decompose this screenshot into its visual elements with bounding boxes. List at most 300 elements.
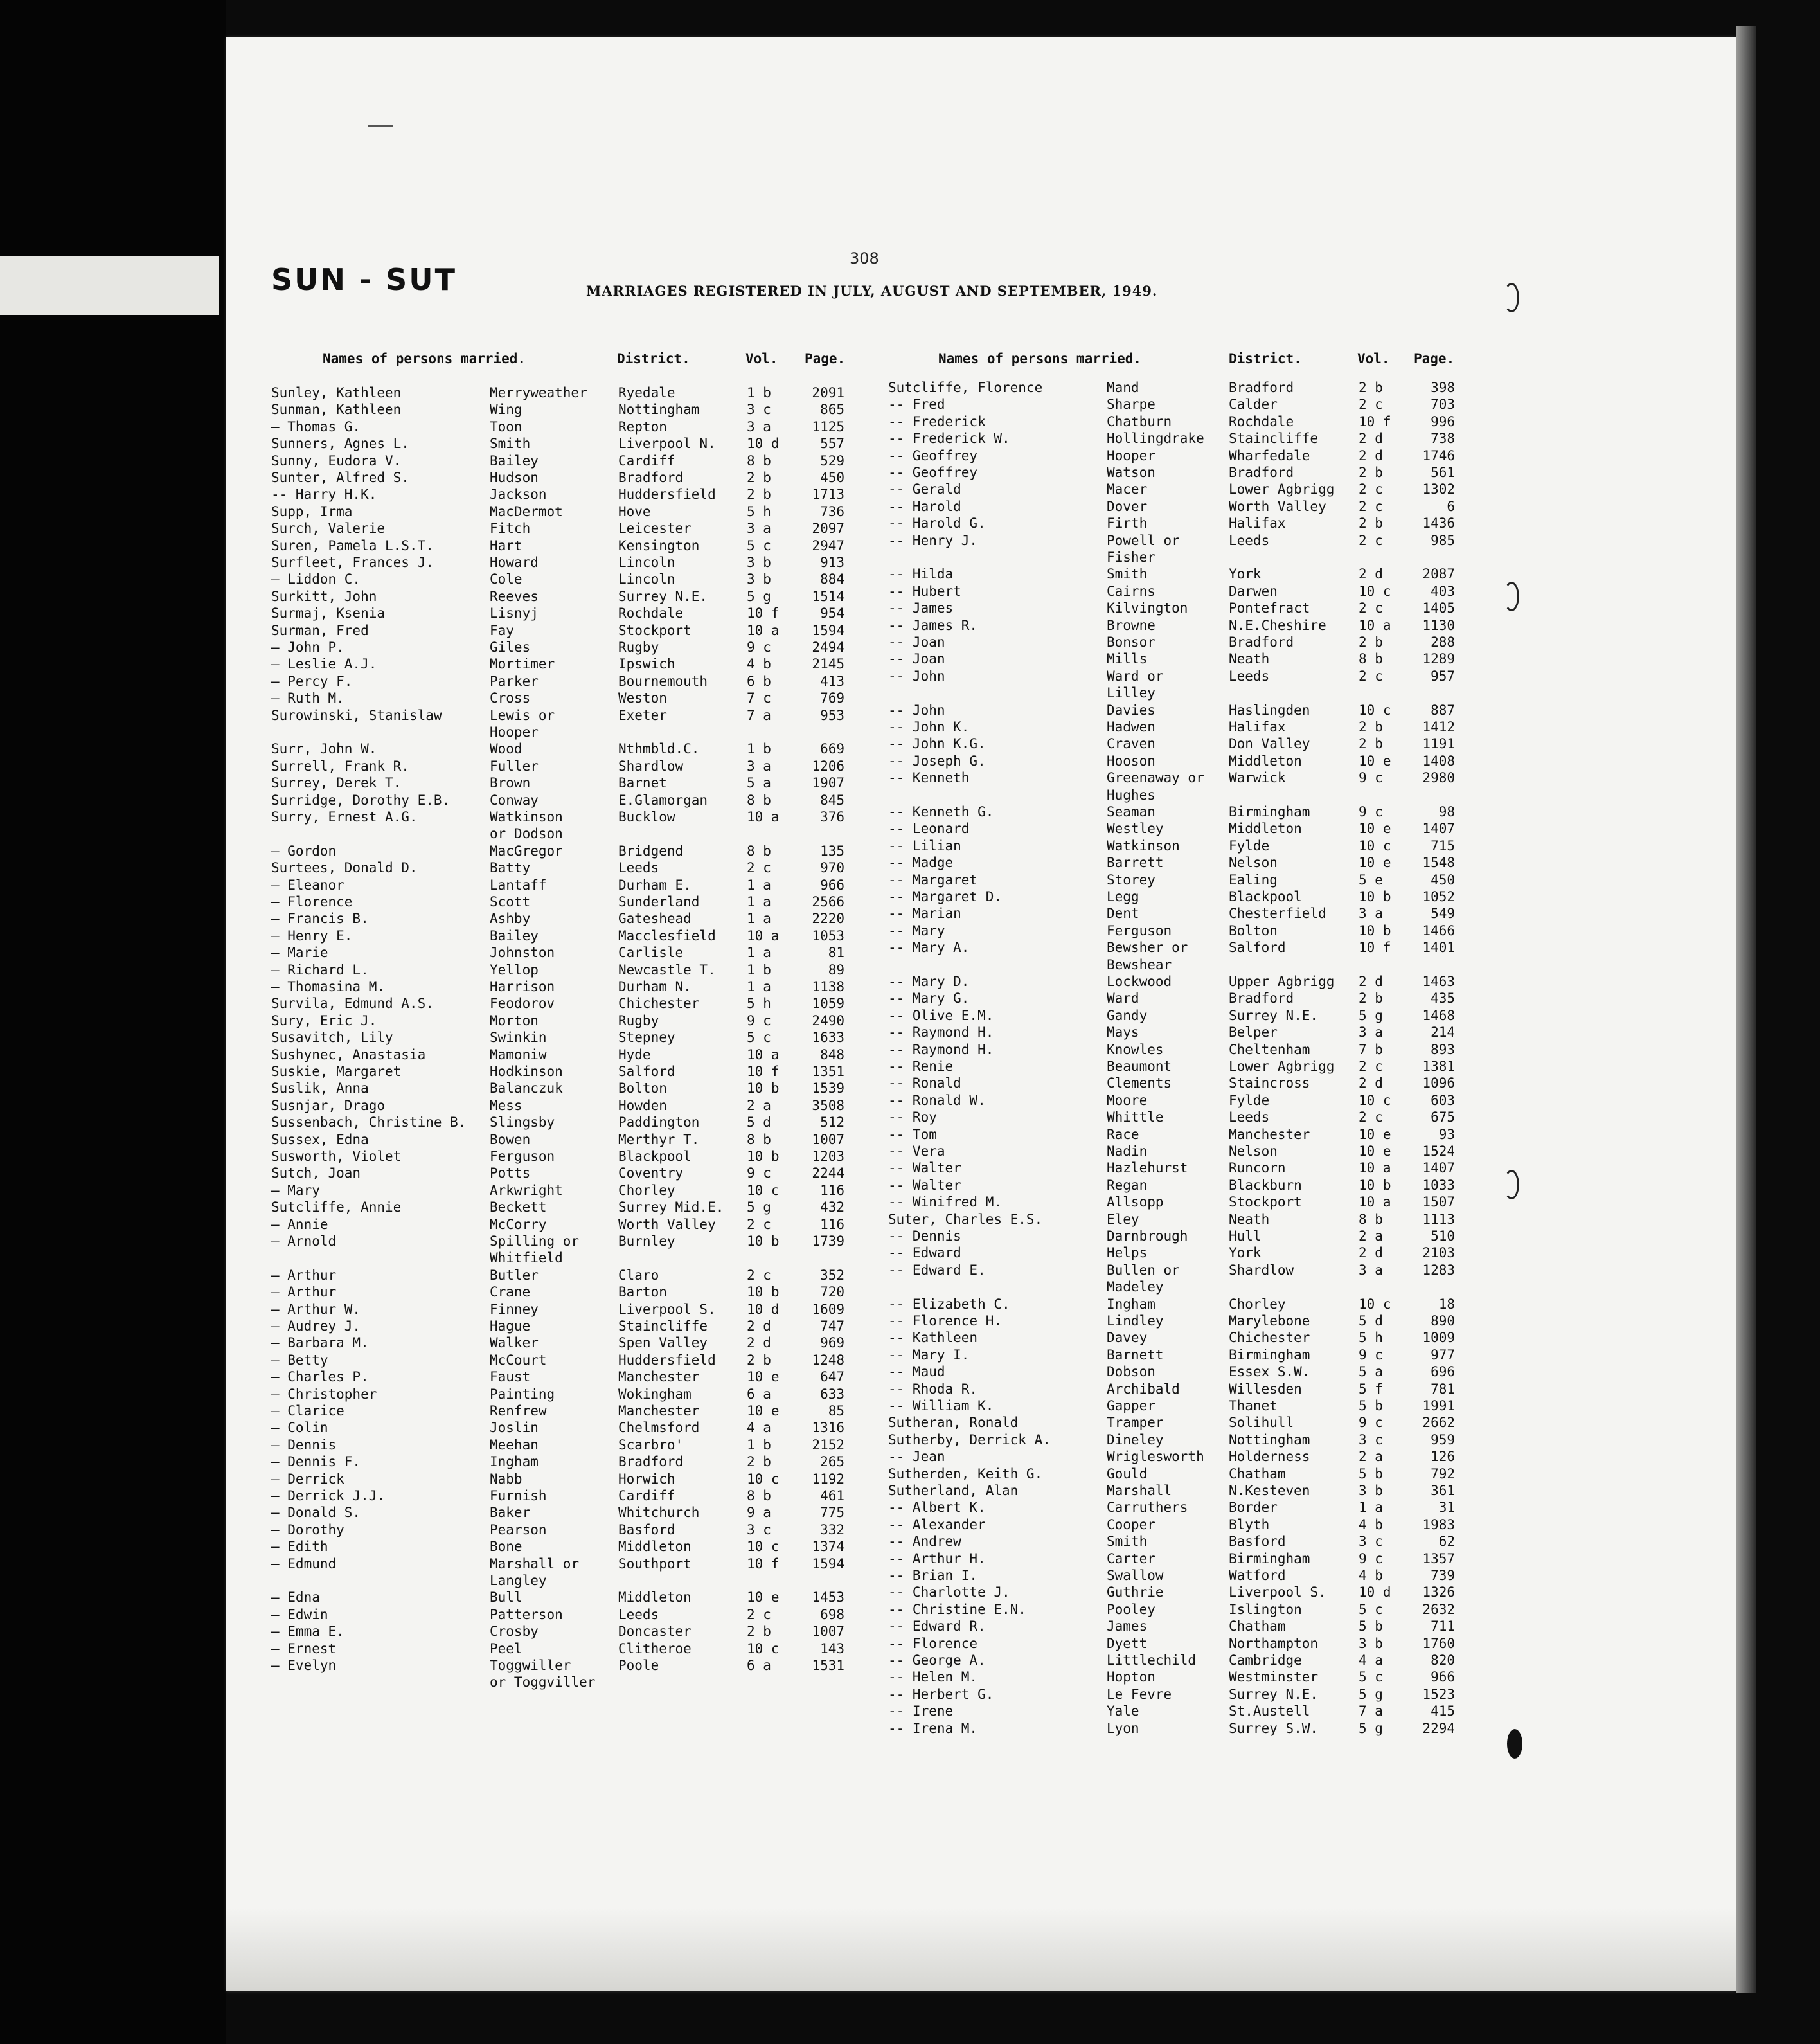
entry-row [226,1652,1455,1669]
entry-vol: 5 g [1359,1720,1383,1736]
entry-spouse: Ingham [1107,1296,1155,1312]
entry-district: Bucklow [618,809,675,825]
entry-district: Leeds [1229,668,1270,684]
entry-row [226,1075,1455,1091]
entry-page: 1739 [812,1233,844,1249]
entry-page: 432 [820,1199,844,1215]
entry-spouse: Whitfield [490,1250,563,1266]
entry-row [226,1431,1455,1448]
entry-name: — Colin [271,1420,328,1436]
entry-row [226,1397,1455,1414]
entry-spouse: Peel [490,1640,522,1656]
entry-spouse: Batty [490,860,531,876]
entry-name: — Ruth M. [271,690,344,706]
entry-spouse: Bonsor [1107,634,1155,650]
entry-row [226,1584,1455,1600]
entry-district: Barton [618,1284,667,1300]
entry-spouse: Brown [490,775,531,791]
entry-district: Leeds [618,1606,659,1622]
entry-district: Surrey N.E. [1229,1007,1319,1023]
entry-vol: 4 a [1359,1653,1383,1668]
entry-row [226,1618,1455,1635]
entry-spouse: Lantaff [490,877,547,893]
entry-district: Chatham [1229,1618,1286,1635]
entry-spouse: Harrison [490,979,555,994]
binding-hole [1504,582,1519,611]
entry-name: — Emma E. [271,1624,344,1640]
entry-vol: 9 c [747,1012,771,1028]
entry-spouse: Mamoniw [490,1046,547,1062]
entry-spouse: Firth [1107,515,1148,532]
entry-name: -- Margaret D. [888,889,1003,904]
entry-row [226,820,1455,837]
entry-vol: 5 c [1359,1601,1383,1617]
entry-page: 1746 [1422,447,1455,463]
entry-name: -- Ronald W. [888,1092,986,1108]
entry-name: — Dennis [271,1437,337,1453]
entry-district: Belper [1229,1025,1278,1041]
entry-spouse: Lyon [1107,1720,1139,1736]
entry-page: 98 [1438,804,1455,820]
entry-spouse: Davey [1107,1330,1148,1346]
entry-spouse: Guthrie [1107,1584,1164,1600]
entry-row [226,1092,1455,1109]
entry-page: 2145 [812,656,844,672]
entry-name: -- James R. [888,617,978,633]
entry-vol: 10 c [1359,702,1391,718]
entry-vol: 1 a [747,945,771,961]
entry-vol: 9 c [747,640,771,655]
entry-page: 696 [1431,1364,1455,1380]
entry-page: 413 [820,673,844,689]
entry-page: 2087 [1422,566,1455,582]
entry-page: 1374 [812,1539,844,1555]
entry-name: Surry, Ernest A.G. [271,809,418,825]
entry-district: Surrey Mid.E. [618,1199,724,1215]
entry-page: 2294 [1422,1720,1455,1736]
entry-vol: 10 a [747,1046,780,1062]
entry-vol: 2 c [747,1216,771,1232]
left-col-page-header: Page. [805,351,846,366]
entry-spouse: Storey [1107,872,1155,888]
entry-vol: 10 a [747,809,780,825]
entry-spouse: Dineley [1107,1431,1164,1448]
entry-spouse: Scott [490,894,531,910]
entry-row [226,1177,1455,1194]
entry-district: Claro [618,1267,659,1283]
entry-page: 1539 [812,1080,844,1097]
entry-spouse: Langley [490,1573,547,1588]
entry-vol: 2 c [1359,1059,1383,1074]
entry-district: Sunderland [618,894,700,910]
entry-district: Bradford [1229,465,1294,480]
entry-row [226,1143,1455,1160]
entry-vol: 9 c [1359,1347,1383,1363]
entry-name: -- Renie [888,1059,954,1074]
entry-name: -- Kenneth [888,770,970,786]
entry-vol: 2 c [747,1267,771,1283]
entry-row [226,1160,1455,1176]
entry-spouse: MacGregor [490,843,563,859]
entry-vol: 4 b [747,656,771,672]
entry-vol: 2 d [1359,974,1383,989]
entry-page: 1007 [812,1131,844,1147]
entry-district: Durham N. [618,979,691,994]
entry-vol: 10 c [747,1640,780,1656]
entry-name: — Ernest [271,1640,337,1656]
entry-name: — Marie [271,945,328,961]
entry-vol: 5 c [1359,1669,1383,1685]
entry-spouse: Swinkin [490,1030,547,1046]
entry-name: — Arnold [271,1233,337,1249]
entry-page: 2097 [812,521,844,537]
entry-name: -- Florence H. [888,1313,1003,1329]
entry-row [226,617,1455,634]
entry-page: 775 [820,1505,844,1521]
entry-district: Stockport [618,622,691,638]
entry-spouse: Joslin [490,1420,539,1436]
entry-row [226,1533,1455,1550]
entry-page: 510 [1431,1228,1455,1244]
entry-district: Marylebone [1229,1313,1310,1329]
entry-page: 1463 [1422,974,1455,989]
entry-district: Islington [1229,1601,1302,1617]
entry-page: 1007 [812,1624,844,1640]
entry-vol: 5 c [747,537,771,553]
entry-name: -- Christine E.N. [888,1601,1026,1617]
entry-vol: 2 d [1359,1245,1383,1261]
entry-name: Susworth, Violet [271,1149,402,1164]
entry-page: 561 [1431,465,1455,480]
entry-name: Sutherby, Derrick A. [888,1431,1051,1448]
entry-spouse: Dent [1107,906,1139,922]
entry-name: -- Raymond H. [888,1041,994,1057]
entry-page: 747 [820,1318,844,1334]
entry-page: 792 [1431,1466,1455,1482]
entry-spouse: Bailey [490,453,539,469]
entry-district: Scarbro' [618,1437,684,1453]
entry-vol: 3 a [1359,906,1383,922]
register-page [226,37,1736,1991]
entry-vol: 9 c [747,1165,771,1181]
entry-vol: 7 a [747,707,771,723]
entry-district: Don Valley [1229,736,1310,752]
entry-page: 1507 [1422,1194,1455,1210]
entry-vol: 5 b [1359,1466,1383,1482]
entry-spouse: Hodkinson [490,1064,563,1079]
scan-margin-bar [0,256,219,315]
entry-vol: 4 b [1359,1516,1383,1532]
entry-page: 1412 [1422,719,1455,735]
entry-row [226,1228,1455,1244]
entry-vol: 1 b [747,1437,771,1453]
entry-row [226,1381,1455,1397]
entry-spouse: Hopton [1107,1669,1155,1685]
entry-vol: 7 c [747,690,771,706]
entry-name: Surch, Valerie [271,521,386,537]
entry-spouse: Bewshear [1107,956,1172,973]
entry-district: Staincliffe [618,1318,708,1334]
entry-vol: 2 a [1359,1449,1383,1465]
entry-name: -- James [888,600,954,616]
entry-page: 913 [820,555,844,570]
entry-vol: 10 e [1359,1126,1391,1142]
entry-district: N.E.Cheshire [1229,617,1326,633]
entry-name: -- William K. [888,1398,994,1413]
entry-name: -- Harold G. [888,515,986,532]
entry-district: Wokingham [618,1386,691,1402]
entry-district: Runcorn [1229,1160,1286,1176]
entry-district: Bournemouth [618,673,708,689]
entry-spouse: Race [1107,1126,1139,1142]
entry-district: Nthmbld.C. [618,741,700,757]
entry-district: Middleton [1229,821,1302,837]
entry-row [226,1313,1455,1329]
entry-page: 1405 [1422,600,1455,616]
entry-district: Surrey N.E. [618,588,708,604]
entry-vol: 5 h [1359,1330,1383,1346]
entry-spouse: Fisher [1107,550,1155,565]
entry-district: Surrey N.E. [1229,1686,1319,1702]
entry-page: 461 [820,1488,844,1503]
entry-row [226,888,1455,905]
entry-name: — Edna [271,1590,320,1606]
entry-row [226,905,1455,922]
entry-name: — Betty [271,1352,328,1368]
entry-name: — Charles P. [271,1369,369,1385]
entry-page: 887 [1431,702,1455,718]
entry-name: -- Roy [888,1109,937,1125]
entry-spouse: McCorry [490,1216,547,1232]
entry-vol: 5 f [1359,1381,1383,1397]
entry-page: 1407 [1422,1160,1455,1176]
entry-spouse: Bowen [490,1131,531,1147]
entry-district: Halifax [1229,719,1286,735]
entry-spouse: Moore [1107,1092,1148,1108]
entry-district: Basford [1229,1534,1286,1550]
entry-page: 450 [1431,872,1455,888]
entry-district: Bradford [1229,634,1294,650]
entry-page: 970 [820,860,844,876]
entry-spouse: or Toggviller [490,1674,596,1690]
entry-name: Surridge, Dorothy E.B. [271,792,451,808]
entry-vol: 10 f [747,605,780,622]
entry-row [226,719,1455,735]
entry-spouse: Chatburn [1107,413,1172,429]
entry-page: 1326 [1422,1584,1455,1600]
entry-name: -- Andrew [888,1534,961,1550]
entry-page: 2662 [1422,1415,1455,1431]
entry-name: -- Marian [888,906,961,922]
entry-vol: 9 c [1359,1415,1383,1431]
entry-spouse: Whittle [1107,1109,1164,1125]
entry-spouse: Fuller [490,758,539,774]
entry-vol: 3 b [1359,1635,1383,1651]
entry-district: Lower Agbrigg [1229,481,1335,498]
entry-vol: 1 a [747,979,771,994]
entry-name: -- Mary G. [888,991,970,1007]
entry-district: Doncaster [618,1624,691,1640]
entry-district: Middleton [618,1539,691,1555]
entry-page: 1206 [812,758,844,774]
entry-page: 633 [820,1386,844,1402]
entry-vol: 10 c [1359,1296,1391,1312]
entry-district: N.Kesteven [1229,1483,1310,1498]
entry-spouse: Dobson [1107,1364,1155,1380]
entry-spouse: Hart [490,537,522,553]
entry-row [226,1262,1455,1278]
entry-spouse: Meehan [490,1437,539,1453]
entry-row [226,735,1455,752]
entry-name: -- Leonard [888,821,970,837]
entry-page: 403 [1431,583,1455,599]
entry-vol: 2 b [1359,736,1383,752]
entry-spouse: Johnston [490,945,555,961]
entry-page: 1130 [1422,617,1455,633]
entry-district: Exeter [618,707,667,723]
entry-spouse: Watkinson [490,809,563,825]
entry-vol: 3 c [747,1521,771,1537]
entry-name: Suslik, Anna [271,1080,369,1097]
entry-spouse: Smith [1107,1534,1148,1550]
entry-page: 1053 [812,928,844,944]
scan-right-edge [1736,26,1756,1993]
entry-name: -- Madge [888,855,954,871]
entry-vol: 2 b [747,1352,771,1368]
entry-row [226,413,1455,430]
entry-spouse: Le Fevre [1107,1686,1172,1702]
entry-vol: 10 d [747,436,780,452]
entry-row [226,1211,1455,1228]
entry-spouse: Ward or [1107,668,1164,684]
entry-page: 884 [820,571,844,587]
entry-district: Halifax [1229,515,1286,532]
entry-district: Chesterfield [1229,906,1326,922]
entry-district: Calder [1229,397,1278,413]
entry-vol: 2 c [1359,532,1383,548]
entry-vol: 5 h [747,996,771,1012]
entry-row [226,1414,1455,1431]
entry-spouse: Reeves [490,588,539,604]
entry-spouse: Fay [490,622,514,638]
page-title: MARRIAGES REGISTERED IN JULY, AUGUST AND SEPTEMBER, 1949. [586,283,1158,299]
entry-row [226,1024,1455,1041]
entry-spouse: Lewis or [490,707,555,723]
entry-page: 1466 [1422,922,1455,938]
entry-district: Middleton [618,1590,691,1606]
entry-name: Surkitt, John [271,588,377,604]
entry-spouse: Hazlehurst [1107,1160,1188,1176]
entry-row [226,1041,1455,1058]
entry-vol: 10 c [1359,1092,1391,1108]
entry-page: 2632 [1422,1601,1455,1617]
entry-district: Cardiff [618,453,675,469]
entry-page: 18 [1438,1296,1455,1312]
entry-spouse: Bull [490,1590,522,1606]
entry-district: Solihull [1229,1415,1294,1431]
entry-vol: 4 a [747,1420,771,1436]
entry-spouse: Barnett [1107,1347,1164,1363]
entry-district: Bradford [1229,991,1294,1007]
entry-name: -- Mary I. [888,1347,970,1363]
entry-vol: 10 c [747,1539,780,1555]
entry-spouse: Carter [1107,1550,1155,1566]
entry-district: Neath [1229,1211,1270,1227]
entry-name: Supp, Irma [271,503,353,519]
entry-spouse: Morton [490,1012,539,1028]
entry-name: Sunman, Kathleen [271,402,402,418]
entry-page: 1052 [1422,889,1455,904]
entry-page: 1009 [1422,1330,1455,1346]
entry-district: Lincoln [618,571,675,587]
entry-vol: 2 c [1359,397,1383,413]
entry-name: -- Tom [888,1126,937,1142]
entry-spouse: Hollingdrake [1107,431,1204,447]
entry-vol: 10 d [1359,1584,1391,1600]
entry-name: Sutherland, Alan [888,1483,1019,1498]
entry-name: -- John K. [888,719,970,735]
entry-page: 1283 [1422,1262,1455,1278]
entry-page: 1138 [812,979,844,994]
entry-vol: 3 c [747,402,771,418]
entry-page: 1531 [812,1658,844,1673]
entry-name: -- Fred [888,397,945,413]
entry-spouse: Painting [490,1386,555,1402]
entry-district: Newcastle T. [618,962,716,978]
entry-name: Survila, Edmund A.S. [271,996,434,1012]
entry-name: — Henry E. [271,928,353,944]
entry-page: 62 [1438,1534,1455,1550]
entry-page: 1453 [812,1590,844,1606]
entry-spouse: Marshall or [490,1555,580,1572]
entry-vol: 3 c [1359,1431,1383,1448]
entry-vol: 8 b [747,792,771,808]
entry-name: -- Lilian [888,838,961,854]
entry-district: Bridgend [618,843,684,859]
entry-page: 1192 [812,1471,844,1487]
entry-page: 1633 [812,1030,844,1046]
entry-page: 1381 [1422,1059,1455,1074]
entry-district: York [1229,566,1262,582]
entry-spouse: Powell or [1107,532,1180,548]
entry-name: -- Ronald [888,1075,961,1091]
entry-district: Chichester [618,996,700,1012]
entry-district: Bolton [618,1080,667,1097]
entry-row [226,549,1155,566]
entry-page: 1983 [1422,1516,1455,1532]
entry-spouse: Walker [490,1335,539,1351]
entry-district: Blackburn [1229,1177,1302,1193]
entry-spouse: Toggwiller [490,1658,571,1673]
entry-name: — Audrey J. [271,1318,361,1334]
entry-name: Sutcliffe, Annie [271,1199,402,1215]
entry-page: 893 [1431,1041,1455,1057]
entry-district: Watford [1229,1568,1286,1583]
entry-vol: 1 a [747,877,771,893]
entry-page: 1113 [1422,1211,1455,1227]
entry-name: -- Mary A. [888,940,970,956]
entry-spouse: Lilley [1107,685,1155,701]
entry-page: 715 [1431,838,1455,854]
entry-district: Bradford [1229,380,1294,395]
entry-spouse: Parker [490,673,539,689]
entry-district: Carlisle [618,945,684,961]
entry-spouse: Sharpe [1107,397,1155,413]
entry-name: -- George A. [888,1653,986,1668]
entry-vol: 10 e [1359,753,1391,769]
entry-vol: 10 b [747,1080,780,1097]
entry-vol: 9 a [747,1505,771,1521]
